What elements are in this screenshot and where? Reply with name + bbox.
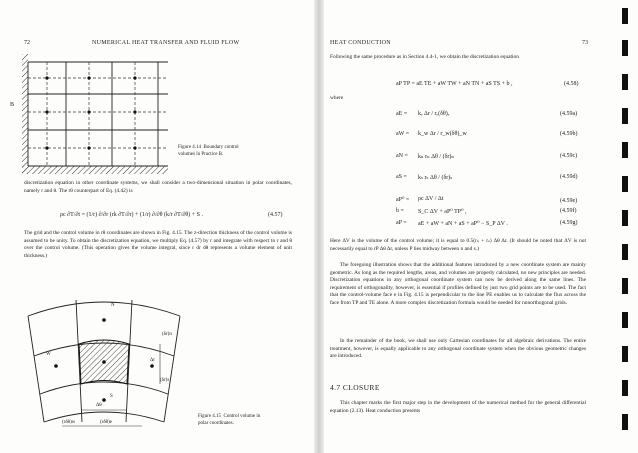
figure-4-15-caption: Figure 4.15 Control volume in polar coordinates. xyxy=(198,414,261,426)
where-label: where xyxy=(330,95,344,101)
figure-4-14-caption: Figure 4.14 Boundary control volumes in Practice B. xyxy=(178,145,239,157)
equation-4-57-number: (4.57) xyxy=(268,212,283,218)
eq459g-rhs: aE + aW + aN + aS + aP⁰ − S_P ΔV . xyxy=(418,221,508,227)
equation-4-58: aP TP = aE TE + aW TW + aN TN + aS TS + b , xyxy=(396,81,513,87)
right-paragraph-4: The foregoing illustration shows that the additional features introduced by a new coordinate system are mainly geometric. As long as the required lengths, areas, and volumes are properly calculated, no new principles are needed. Discretization equations in any orthogonal coordinate system can now be derived along the same lines. The requirement of orthogonality, however, is essential if profiles defined by just two grid points are to be used. The fact that the control-volume face e in Fig. 4.15 is perpendicular to the line PE enables us to calculate the flux across the face from TP and TE alone. A more complex discretization formula would be needed for nonorthogonal grids. xyxy=(330,262,586,306)
fig415-label-dtheta: Δθ xyxy=(96,403,102,408)
eq459g-number: (4.59g) xyxy=(560,220,578,226)
book-gutter xyxy=(314,0,324,453)
left-paragraph-1: discretization equation in other coordinate systems, we shall consider a two-dimensional situation in polar coordinates, namely r and θ. The rθ counterpart of Eq. (4.42) is xyxy=(24,180,292,194)
right-intro: Following the same procedure as in Section 4.4-1, we obtain the discretization equation xyxy=(330,54,519,60)
edge-mark xyxy=(622,312,628,328)
edge-mark xyxy=(622,278,628,294)
fig415-label-dr-n: (δr)n xyxy=(162,332,172,337)
edge-mark xyxy=(622,346,628,362)
figure-4-15-polar-grid xyxy=(22,286,186,436)
eq459f-number: (4.59f) xyxy=(560,208,577,214)
right-paragraph-6: This chapter marks the first major step in the development of the numerical method for the general differential equation (2.13). Heat conduction presents xyxy=(330,400,586,414)
eq459b-number: (4.59b) xyxy=(560,131,578,137)
edge-mark xyxy=(622,176,628,192)
right-page-number: 73 xyxy=(582,40,588,46)
eq459g-lhs: aP = xyxy=(396,220,407,226)
eq459a-number: (4.59a) xyxy=(560,111,578,117)
eq459d-rhs: kₛ rₛ Δθ / (δr)ₛ xyxy=(418,175,453,181)
section-heading-closure: 4.7 CLOSURE xyxy=(330,383,380,392)
fig415-label-dr-s: (δr)s xyxy=(160,378,170,383)
eq459d-number: (4.59d) xyxy=(560,174,578,180)
edge-mark xyxy=(622,210,628,226)
eq459f-lhs: b = xyxy=(396,208,404,214)
fig415-label-s: S xyxy=(110,394,113,399)
fig415-label-dtheta-e: (rδθ)e xyxy=(100,420,112,425)
fig415-label-dr: Δr xyxy=(150,358,155,363)
eq459a-rhs: kₑ Δr / rₑ(δθ)ₑ xyxy=(418,111,450,117)
fig415-label-dtheta-w: (rδθ)w xyxy=(62,420,76,425)
grid-label-b: B xyxy=(10,102,15,108)
edge-mark xyxy=(622,142,628,158)
equation-4-57: ρc ∂T/∂t = (1/r) ∂/∂r (rk ∂T/∂r) + (1/r) ∂/∂θ (k/r ∂T/∂θ) + S . xyxy=(60,212,204,218)
eq459f-rhs: S_C ΔV + aP⁰ TP⁰ , xyxy=(418,209,467,215)
edge-mark xyxy=(622,74,628,90)
equation-4-58-number: (4.58) xyxy=(564,81,579,87)
eq459a-lhs: aE = xyxy=(396,111,408,117)
eq459e-number: (4.59e) xyxy=(560,198,578,204)
eq459d-lhs: aS = xyxy=(396,174,407,180)
left-paragraph-2: The grid and the control volume in rθ coordinates are shown in Fig. 4.15. The z-direction thickness of the control volume is assumed to be unity. To obtain the discretization equation, we multiply Eq. (4.57) by r and integrate with respect to r and θ over the control volume. (This operation gives the volume integral, since r dr dθ represents a volume element of unit thickness.) xyxy=(24,230,292,259)
eq459b-rhs: k_w Δr / r_w(δθ)_w xyxy=(418,131,467,137)
right-running-head: HEAT CONDUCTION xyxy=(330,40,391,46)
eq459e-rhs: ρc ΔV / Δt xyxy=(418,196,444,202)
eq459c-number: (4.59c) xyxy=(560,153,578,159)
fig415-label-w: W xyxy=(46,352,51,357)
edge-mark xyxy=(622,40,628,56)
eq459c-lhs: aN = xyxy=(396,153,408,159)
right-page xyxy=(324,0,616,453)
figure-4-14-grid xyxy=(22,54,172,174)
left-running-head: NUMERICAL HEAT TRANSFER AND FLUID FLOW xyxy=(92,40,240,46)
edge-mark xyxy=(622,414,628,430)
right-paragraph-3: Here ΔV is the volume of the control volume; it is equal to 0.5(rₙ + rₛ) Δθ Δr. (It should be noted that ΔV is not necessarily equal to rP Δθ Δr, unless P lies midway between n and s.) xyxy=(330,238,586,252)
edge-mark xyxy=(622,380,628,396)
edge-mark xyxy=(622,8,628,24)
right-paragraph-5: In the remainder of the book, we shall use only Cartesian coordinates for all algebraic derivations. The entire treatment, however, is equally applicable to any orthogonal coordinate system when the obvious geometric changes are introduced. xyxy=(330,338,586,360)
edge-mark xyxy=(622,108,628,124)
eq459b-lhs: aW = xyxy=(396,131,410,137)
edge-mark xyxy=(622,244,628,260)
eq459e-lhs: aP⁰ = xyxy=(396,197,410,203)
eq459c-rhs: kₙ rₙ Δθ / (δr)ₙ xyxy=(418,154,455,160)
left-page-number: 72 xyxy=(24,40,30,46)
fig415-label-n: N xyxy=(111,303,115,308)
left-page xyxy=(0,0,314,453)
